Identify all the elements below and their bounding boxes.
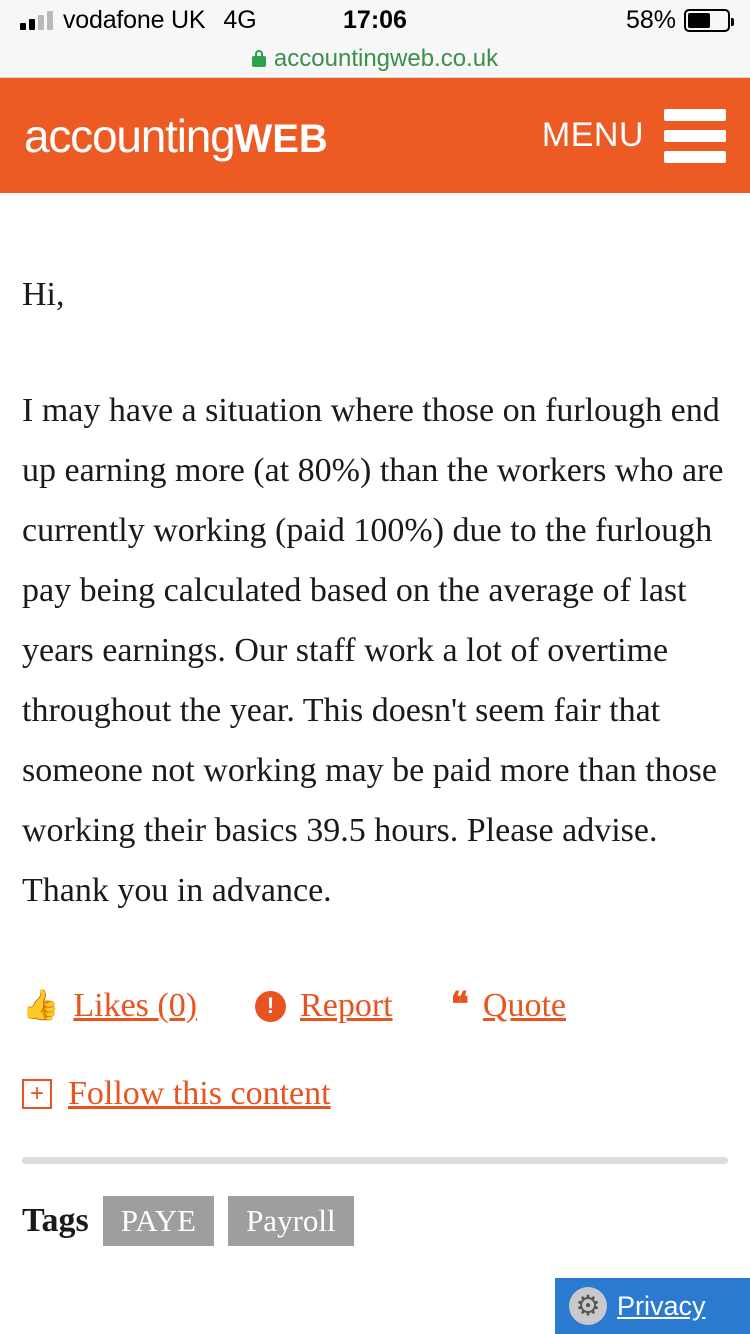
horizontal-scrollbar[interactable] [22,1157,728,1164]
url-text: accountingweb.co.uk [273,44,499,72]
report-button[interactable] [255,987,393,1025]
network-type-label: 4G [223,5,257,34]
post-paragraph: I may have a situation where those on furlough end up earning more (at 80%) than the workers who are currently working (paid 100%) due to the furlough pay being calculated based on the average of last years earnings. Our staff work a lot of overtime throughout the year. This doesn't seem fair that someone not working may be paid more than those working their basics 39.5 hours. Please advise. Thank you in advance. [22,392,724,909]
report-label: Report [300,987,393,1024]
likes-button[interactable] [22,987,197,1025]
privacy-widget[interactable] [555,1278,750,1334]
logo-text-bold: WEB [234,116,328,161]
follow-content-button[interactable] [22,1025,728,1113]
privacy-label[interactable]: Privacy [617,1290,706,1321]
exclamation-circle-icon: ! [255,991,286,1022]
status-bar [0,0,750,40]
thumbs-up-icon: 👍 [22,989,60,1022]
battery-percent-label: 58% [625,5,676,34]
follow-label: Follow this content [68,1075,331,1112]
plus-box-icon: + [22,1079,52,1109]
battery-icon [684,9,730,32]
browser-url-bar[interactable] [0,40,750,78]
clock-label: 17:06 [343,5,407,34]
quote-button[interactable] [451,987,566,1025]
menu-button[interactable] [542,109,726,163]
quote-icon: ❝ [450,987,469,1024]
carrier-label: vodafone UK [63,5,206,34]
post-paragraph: Hi, [22,276,65,313]
tags-label: Tags [22,1202,89,1239]
gear-icon: ⚙ [569,1287,607,1325]
logo-text-main: accounting [24,109,235,162]
page-content [0,193,750,1113]
tag-item[interactable]: PAYE [103,1196,214,1246]
lock-icon [252,50,266,67]
hamburger-icon[interactable] [664,109,726,163]
tag-item[interactable]: Payroll [228,1196,354,1246]
post-body [22,193,728,921]
likes-label: Likes (0) [73,987,198,1024]
tags-row [0,1164,750,1246]
site-header [0,78,750,193]
post-actions [22,921,728,1025]
quote-label: Quote [482,987,566,1024]
site-logo[interactable] [24,109,328,162]
menu-label: MENU [541,116,644,154]
